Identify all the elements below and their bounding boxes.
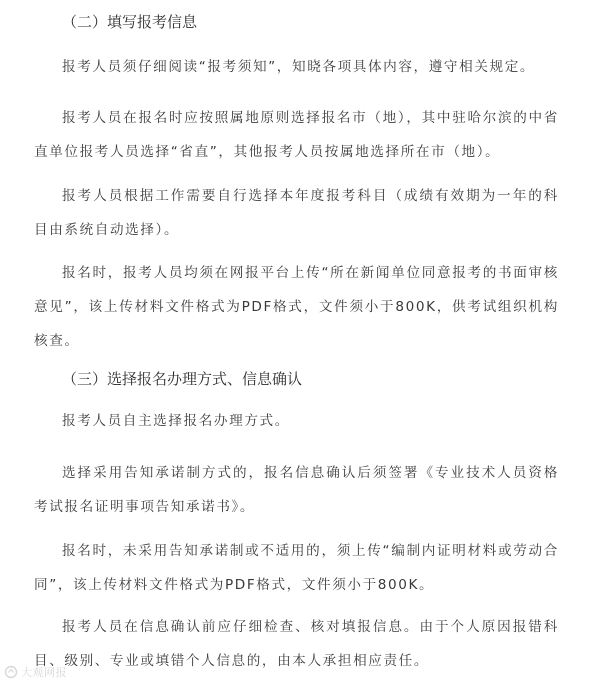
section-2-paragraph-2: 报考人员在报名时应按照属地原则选择报名市（地），其中驻哈尔滨的中省直单位报考人员选择“省直”，其他报考人员按属地选择所在市（地）。	[34, 110, 559, 160]
section-3-paragraph-2: 选择采用告知承诺制方式的，报名信息确认后须签署《专业技术人员资格考试报名证明事项告知承诺书》。	[34, 465, 559, 515]
watermark-logo-icon	[4, 665, 18, 679]
section-3-paragraph-1: 报考人员自主选择报名办理方式。	[62, 413, 290, 429]
watermark-text: 大观网报	[21, 666, 67, 679]
watermark	[4, 664, 67, 680]
section-2-heading: （二）填写报考信息	[62, 13, 198, 31]
section-2-paragraph-4: 报名时，报考人员均须在网报平台上传“所在新闻单位同意报考的书面审核意见”，该上传材料文件格式为PDF格式，文件须小于800K，供考试组织机构核查。	[34, 265, 559, 349]
section-3-heading: （三）选择报名办理方式、信息确认	[62, 370, 303, 388]
section-2-paragraph-1: 报考人员须仔细阅读“报考须知”，知晓各项具体内容，遵守相关规定。	[62, 59, 536, 75]
section-3-paragraph-3: 报名时，未采用告知承诺制或不适用的，须上传“编制内证明材料或劳动合同”，该上传材料文件格式为PDF格式，文件须小于800K。	[34, 543, 559, 593]
section-3-paragraph-4: 报考人员在信息确认前应仔细检查、核对填报信息。由于个人原因报错科目、级别、专业或填错个人信息的，由本人承担相应责任。	[34, 619, 559, 669]
section-2-paragraph-3: 报考人员根据工作需要自行选择本年度报考科目（成绩有效期为一年的科目由系统自动选择）。	[34, 188, 559, 238]
